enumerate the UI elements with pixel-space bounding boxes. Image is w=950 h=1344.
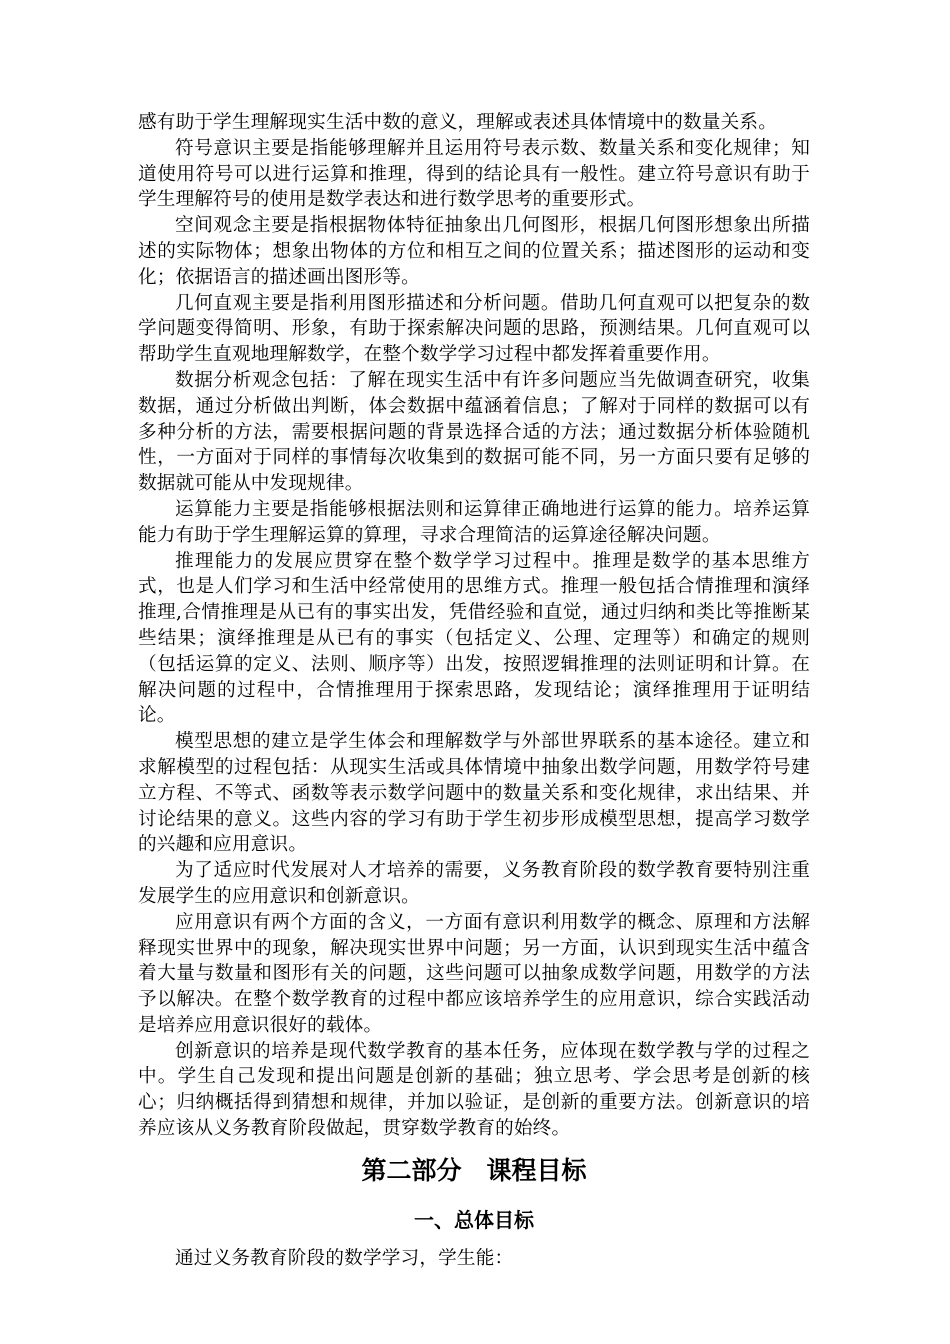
paragraph: 模型思想的建立是学生体会和理解数学与外部世界联系的基本途径。建立和求解模型的过程包括：从现实生活或具体情境中抽象出数学问题，用数学符号建立方程、不等式、函数等表示数学问题中的数量关系和变化规律，求出结果、并讨论结果的意义。这些内容的学习有助于学生初步形成模型思想，提高学习数学的兴趣和应用意识。 (138, 731, 810, 856)
paragraph: 通过义务教育阶段的数学学习，学生能： (175, 1247, 514, 1269)
paragraph: 符号意识主要是指能够理解并且运用符号表示数、数量关系和变化规律；知道使用符号可以进行运算和推理，得到的结论具有一般性。建立符号意识有助于学生理解符号的使用是数学表达和进行数学思考的重要形式。 (138, 137, 810, 211)
paragraph: 应用意识有两个方面的含义，一方面有意识利用数学的概念、原理和方法解释现实世界中的现象，解决现实世界中问题；另一方面，认识到现实生活中蕴含着大量与数量和图形有关的问题，这些问题可以抽象成数学问题，用数学的方法予以解决。在整个数学教育的过程中都应该培养学生的应用意识，综合实践活动是培养应用意识很好的载体。 (138, 911, 810, 1036)
document-page (138, 110, 810, 1272)
paragraph: 几何直观主要是指利用图形描述和分析问题。借助几何直观可以把复杂的数学问题变得简明、形象，有助于探索解决问题的思路，预测结果。几何直观可以帮助学生直观地理解数学，在整个数学学习过程中都发挥着重要作用。 (138, 292, 810, 366)
paragraph: 感有助于学生理解现实生活中数的意义，理解或表述具体情境中的数量关系。 (138, 112, 777, 133)
paragraph: 运算能力主要是指能够根据法则和运算律正确地进行运算的能力。培养运算能力有助于学生理解运算的算理，寻求合理简洁的运算途径解决问题。 (138, 498, 810, 546)
paragraph: 推理能力的发展应贯穿在整个数学学习过程中。推理是数学的基本思维方式，也是人们学习和生活中经常使用的思维方式。推理一般包括合情推理和演绎推理,合情推理是从已有的事实出发，凭借经验和直觉，通过归纳和类比等推断某些结果；演绎推理是从已有的事实（包括定义、公理、定理等）和确定的规则（包括运算的定义、法则、顺序等）出发，按照逻辑推理的法则证明和计算。在解决问题的过程中，合情推理用于探索思路，发现结论；演绎推理用于证明结论。 (138, 550, 810, 727)
paragraph: 数据分析观念包括：了解在现实生活中有许多问题应当先做调查研究，收集数据，通过分析做出判断，体会数据中蕴涵着信息；了解对于同样的数据可以有多种分析的方法，需要根据问题的背景选择合适的方法；通过数据分析体验随机性，一方面对于同样的事情每次收集到的数据可能不同，另一方面只要有足够的数据就可能从中发现规律。 (138, 369, 810, 495)
section-title: 第二部分 课程目标 (361, 1155, 587, 1185)
subsection-title: 一、总体目标 (414, 1207, 534, 1232)
paragraph: 为了适应时代发展对人才培养的需要，义务教育阶段的数学教育要特别注重发展学生的应用意识和创新意识。 (138, 860, 810, 907)
paragraph: 创新意识的培养是现代数学教育的基本任务，应体现在数学教与学的过程之中。学生自己发现和提出问题是创新的基础；独立思考、学会思考是创新的核心；归纳概括得到猜想和规律，并加以验证，是创新的重要方法。创新意识的培养应该从义务教育阶段做起，贯穿数学教育的始终。 (138, 1040, 810, 1140)
paragraph: 空间观念主要是指根据物体特征抽象出几何图形，根据几何图形想象出所描述的实际物体；想象出物体的方位和相互之间的位置关系；描述图形的运动和变化；依据语言的描述画出图形等。 (138, 215, 810, 288)
